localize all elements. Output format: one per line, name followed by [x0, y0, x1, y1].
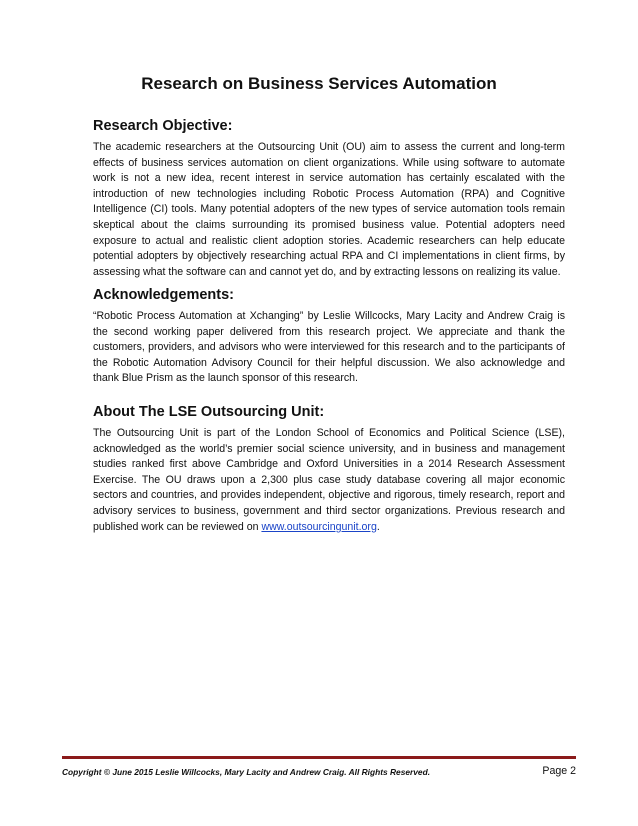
acknowledgements-heading: Acknowledgements: — [93, 287, 234, 303]
research-objective-heading: Research Objective: — [93, 118, 233, 134]
about-ou-heading: About The LSE Outsourcing Unit: — [93, 404, 325, 420]
acknowledgements-body: “Robotic Process Automation at Xchanging” by Leslie Willcocks, Mary Lacity and Andrew Craig is the second working paper delivered from this research project. We appreciate and thank the customers, providers, and advisors who were interviewed for this research and to the participants of the Robotic Automation Advisory Council for their helpful discussion. We also acknowledge and thank Blue Prism as the launch sponsor of this research. — [93, 310, 565, 385]
about-ou-paragraph — [93, 426, 565, 535]
about-ou-section — [93, 404, 565, 535]
document-title: Research on Business Services Automation — [141, 74, 497, 93]
footer-copyright: Copyright © June 2015 Leslie Willcocks, Mary Lacity and Andrew Craig. All Rights Reserved. — [62, 767, 431, 777]
about-ou-trailing: . — [376, 520, 380, 533]
page-number: Page 2 — [542, 765, 576, 777]
outsourcing-unit-link[interactable]: www.outsourcingunit.org — [261, 520, 377, 533]
about-ou-body: The Outsourcing Unit is part of the London School of Economics and Political Science (LSE), acknowledged as the world’s premier social science university, and in business and management studies ranked first above Cambridge and Oxford Universities in a 2014 Research Assessment Exercise. The OU draws upon a 2,300 plus case study database covering all major economic sectors and countries, and provides independent, objective and rigorous, timely research, report and advisory services to business, government and third sector organizations. Previous research and published work can be reviewed on — [93, 427, 565, 533]
research-objective-body: The academic researchers at the Outsourcing Unit (OU) aim to assess the current and long-term effects of business services automation on client organizations. While using software to automate work is not a new idea, recent interest in service automation has certainly escalated with the introduction of new technologies including Robotic Process Automation (RPA) and Cognitive Intelligence (CI) tools. Many potential adopters of the new types of service automation tools remain skeptical about the claims surrounding its promised business value. Potential adopters need exposure to actual and realistic client adoption stories. Academic researchers can help educate potential adopters by objectively researching actual RPA and CI implementations in client firms, by assessing what the software can and cannot yet do, and by extracting lessons on realizing its value. — [93, 141, 565, 278]
acknowledgements-section — [93, 287, 565, 387]
footer-divider — [62, 756, 576, 759]
research-objective-section — [93, 118, 565, 280]
